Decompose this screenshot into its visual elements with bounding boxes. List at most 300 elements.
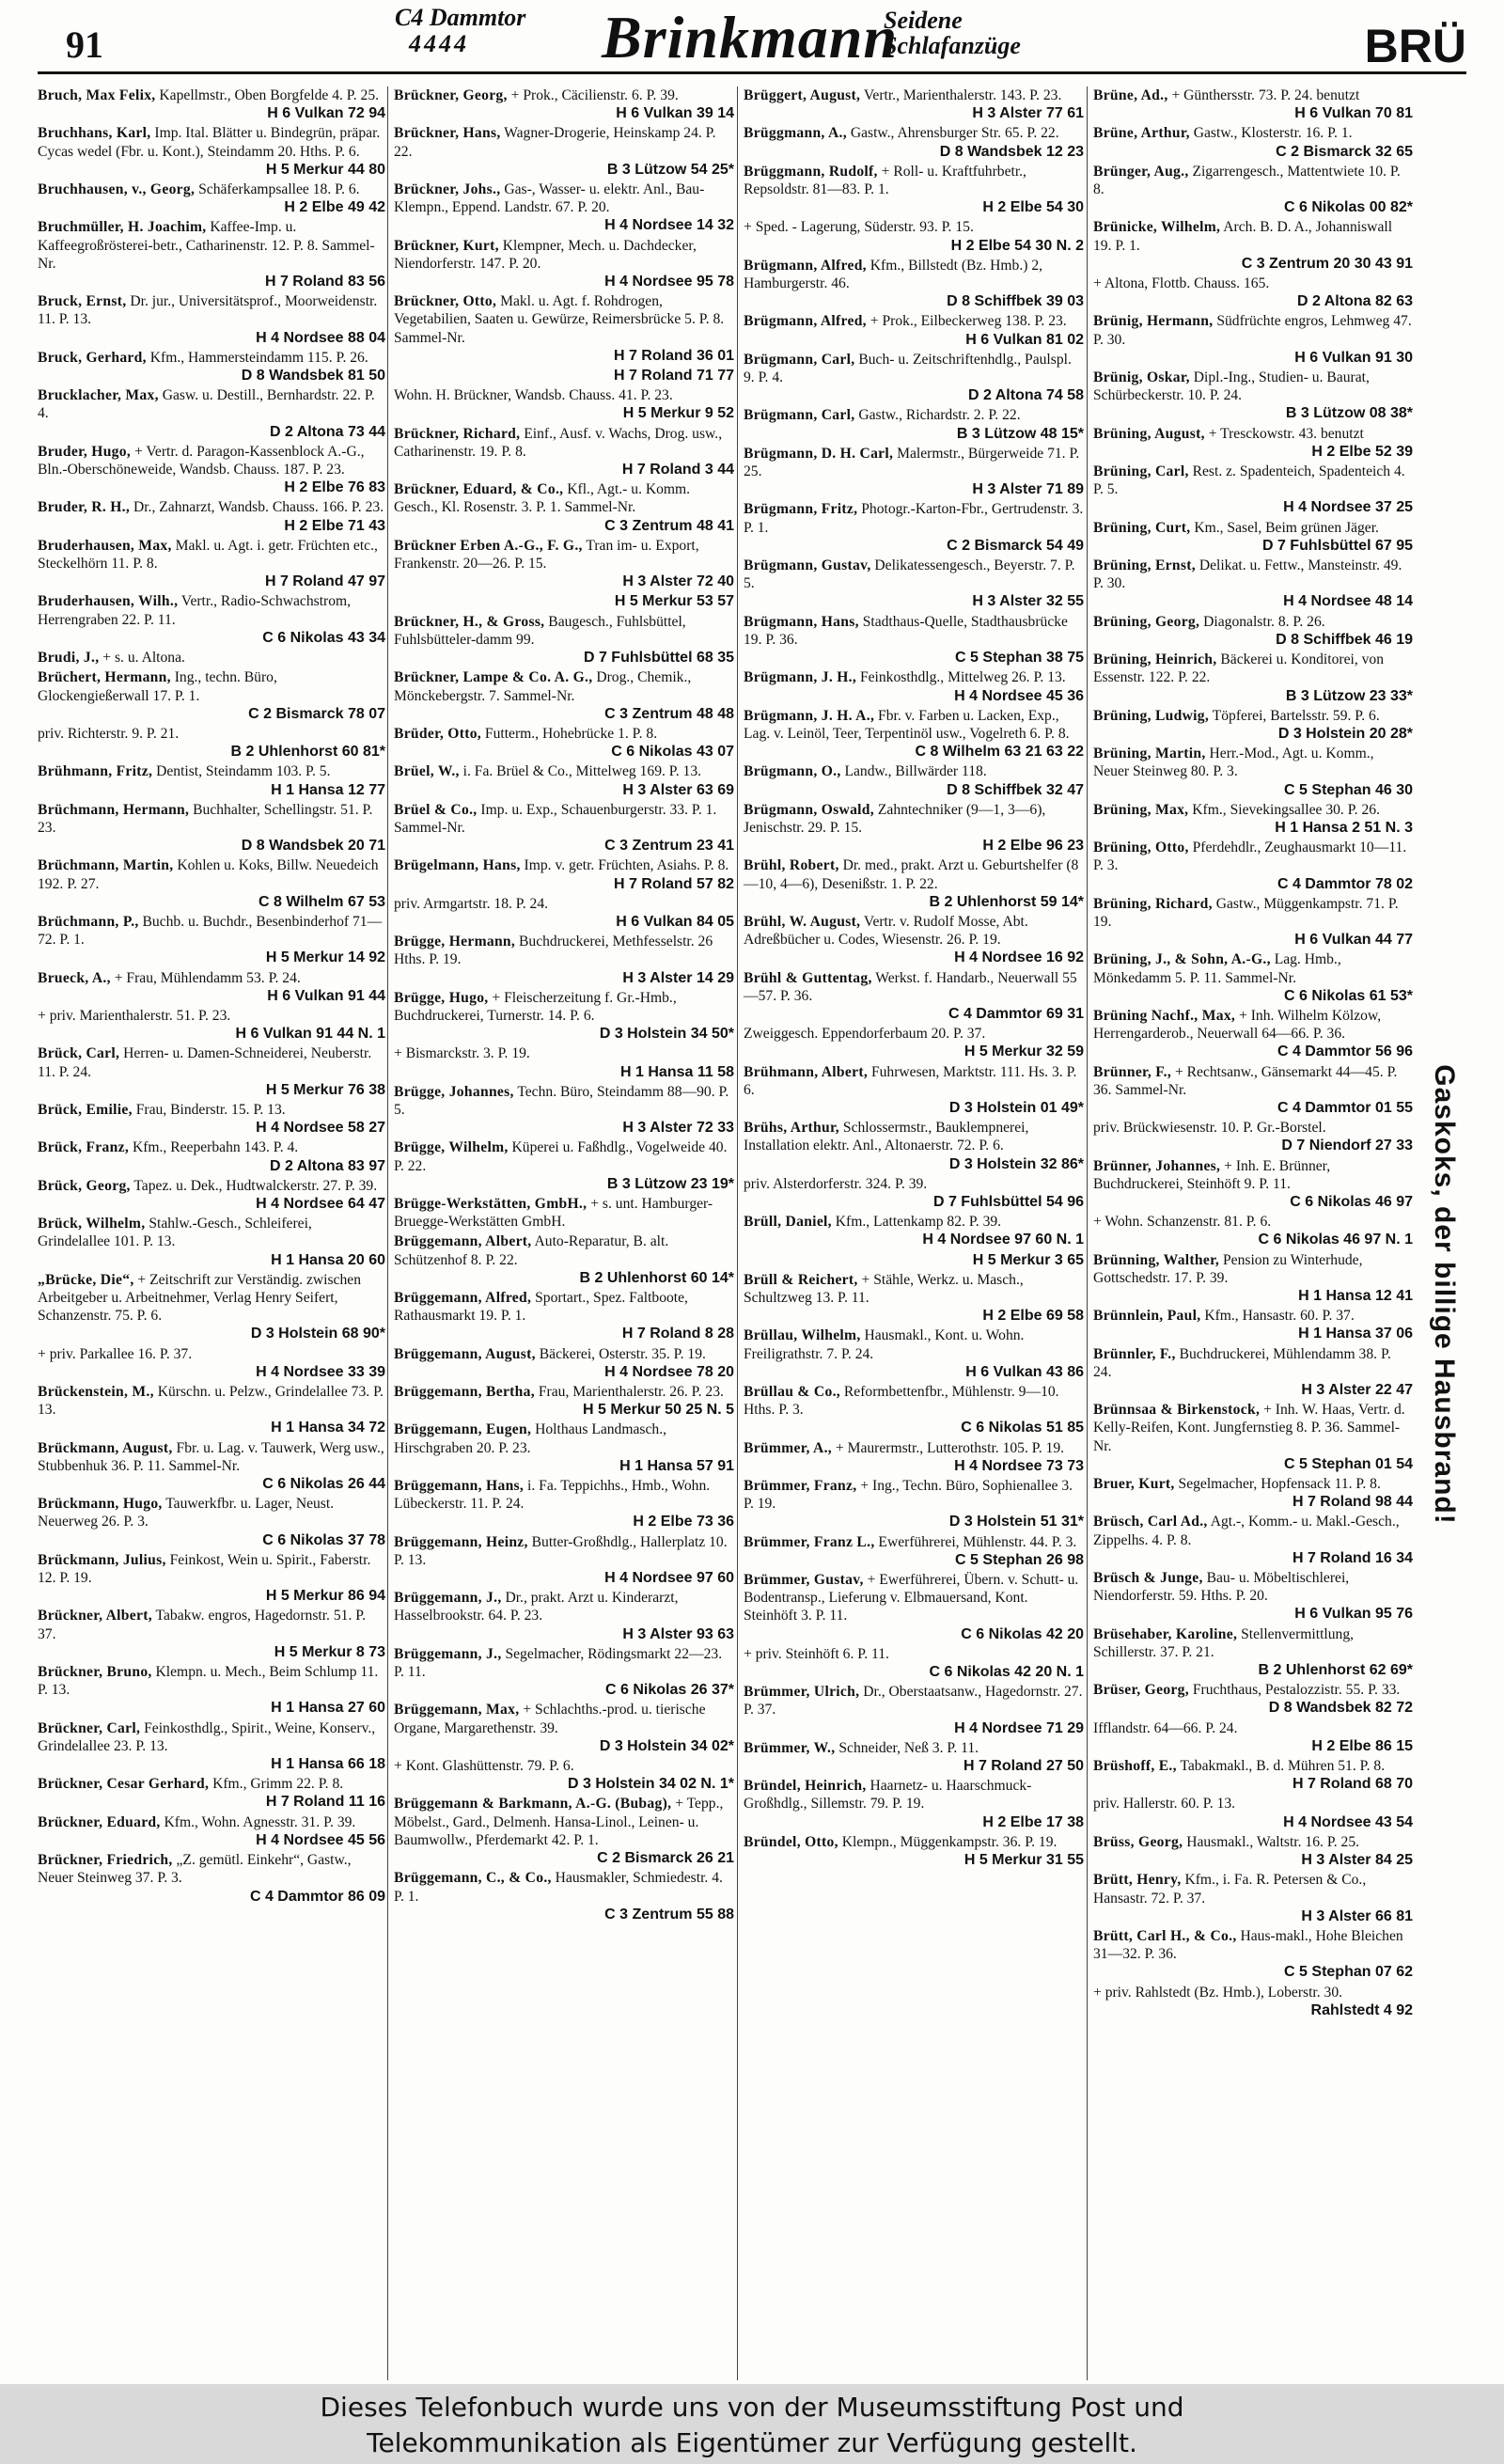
entry-description: Imp. Ital. Blätter u. Bindegrün, präpar. Cycas wedel (Fbr. u. Kont.), Steindamm 20. Hths. P. 6. — [38, 125, 381, 160]
entry-name: Brüggemann, J., — [394, 1645, 502, 1662]
entry-name: Brühl, Robert, — [744, 857, 839, 874]
entry-phone-number: B 2 Uhlenhorst 59 14* — [929, 893, 1084, 910]
entry-name: Brückner, Otto, — [394, 293, 497, 310]
entry-phone-number: H 7 Roland 11 16 — [265, 1794, 385, 1811]
entry-description: Makl. u. Agt. f. Rohdrogen, Vegetabilien, Saaten u. Gewürze, Reimersbrücke 5. P. 8. Sammel-Nr. — [394, 293, 725, 346]
entry-phone-number: H 4 Nordsee 88 04 — [256, 329, 385, 346]
entry-name: Brüggemann, J., — [394, 1590, 502, 1607]
entry-description: Landw., Billwärder 118. — [844, 763, 987, 780]
entry-description: „Z. gemütl. Einkehr“, Gastw., Neuer Steinweg 37. P. 3. — [38, 1852, 352, 1887]
directory-entry — [744, 1833, 1084, 1869]
entry-phone-number: B 3 Lützow 48 15* — [956, 425, 1084, 442]
entry-description: + Prok., Eilbeckerweg 138. P. 23. — [870, 313, 1067, 330]
entry-name: Brügmann, Carl, — [744, 351, 855, 368]
entry-name: Brügmann, Gustav, — [744, 557, 871, 574]
directory-entry — [38, 1007, 385, 1043]
entry-phone-number: C 3 Zentrum 20 30 43 91 — [1241, 255, 1413, 272]
directory-entry — [1093, 1569, 1413, 1624]
entry-description: Gastw., Müggenkampstr. 71. P. 19. — [1093, 895, 1399, 930]
directory-entry — [38, 801, 385, 855]
directory-entry — [394, 989, 734, 1044]
entry-description: priv. Brückwiesenstr. 10. P. Gr.-Borstel. — [1093, 1120, 1326, 1137]
directory-entry — [1093, 801, 1413, 837]
entry-phone-number: H 6 Vulkan 39 14 — [616, 105, 734, 122]
directory-entry — [38, 1719, 385, 1774]
directory-entry — [38, 1813, 385, 1849]
directory-entry — [38, 649, 385, 667]
directory-entry — [1093, 369, 1413, 423]
entry-phone-number: C 4 Dammtor 56 96 — [1277, 1044, 1413, 1060]
entry-description: Dr. jur., Universitätsprof., Moorweidenstr. 11. P. 13. — [38, 293, 378, 328]
entry-name: Brück, Carl, — [38, 1045, 120, 1062]
directory-entry — [744, 969, 1084, 1024]
entry-name: Brüning, Otto, — [1093, 840, 1189, 856]
directory-entry — [1093, 463, 1413, 517]
directory-entry — [744, 1271, 1084, 1326]
entry-phone-number: C 8 Wilhelm 63 21 63 22 — [915, 744, 1084, 761]
directory-entry — [38, 386, 385, 441]
directory-entry — [394, 1232, 734, 1287]
entry-phone-number: H 7 Roland 36 01 — [613, 347, 734, 364]
entry-phone-number: C 6 Nikolas 26 44 — [262, 1476, 385, 1493]
entry-phone-number: H 7 Roland 68 70 — [1292, 1776, 1413, 1793]
directory-entry — [1093, 275, 1413, 310]
entry-description: Delikat. u. Fettw., Mansteinstr. 49. P. 30. — [1093, 557, 1402, 592]
entry-phone-number: H 3 Alster 72 33 — [622, 1120, 734, 1137]
entry-name: Brüning, Ludwig, — [1093, 707, 1210, 724]
directory-entry — [744, 1326, 1084, 1381]
directory-entry — [1093, 1213, 1413, 1248]
entry-name: Brünnler, F., — [1093, 1345, 1176, 1362]
entry-name: Brüning, August, — [1093, 425, 1205, 442]
directory-entry — [744, 557, 1084, 611]
directory-entry — [744, 86, 1084, 122]
entry-name: Bruder, Hugo, — [38, 443, 132, 460]
directory-entry — [744, 1571, 1084, 1643]
entry-phone-number: H 2 Elbe 54 30 — [982, 199, 1084, 216]
entry-description: Hausmakl., Waltstr. 16. P. 25. — [1186, 1833, 1360, 1850]
header-ad-right — [884, 8, 1021, 58]
header-ad-line2: 4444 — [409, 30, 469, 57]
entry-description: Einf., Ausf. v. Wachs, Drog. usw., Catharinenstr. 19. P. 8. — [394, 425, 723, 460]
entry-name: Brügge, Johannes, — [394, 1083, 514, 1100]
entry-name: Brüggemann, Max, — [394, 1702, 520, 1719]
directory-entry — [394, 1477, 734, 1531]
entry-name: Brügmann, J. H., — [744, 669, 857, 686]
entry-phone-number: H 3 Alster 32 55 — [972, 593, 1084, 610]
entry-description: Km., Sasel, Beim grünen Jäger. — [1194, 519, 1379, 536]
entry-description: Vertr., Marienthalerstr. 143. P. 23. — [863, 87, 1062, 103]
entry-description: Zahntechniker (9—1, 3—6), Jenischstr. 29. P. 15. — [744, 801, 1046, 836]
entry-phone-number: H 1 Hansa 11 58 — [620, 1063, 734, 1080]
entry-description: Schlossermstr., Bauklempnerei, Installation elektr. Anl., Altonaerstr. 72. P. 6. — [744, 1120, 1029, 1154]
entry-name: Brüning, Curt, — [1093, 519, 1191, 536]
directory-entry — [744, 257, 1084, 311]
entry-phone-number: H 6 Vulkan 91 30 — [1294, 349, 1413, 366]
entry-description: Werkst. f. Handarb., Neuerwall 55—57. P. 36. — [744, 969, 1077, 1004]
entry-name: Brügge-Werkstätten, GmbH., — [394, 1195, 588, 1212]
entry-description: Bau- u. Möbeltischlerei, Niendorferstr. 59. Hths. P. 20. — [1093, 1570, 1350, 1605]
entry-phone-number: C 3 Zentrum 48 48 — [604, 705, 734, 722]
entry-phone-number: B 3 Lützow 23 33* — [1285, 687, 1413, 704]
directory-entry — [394, 180, 734, 235]
entry-phone-number: H 4 Nordsee 48 14 — [1283, 593, 1413, 610]
directory-entry — [744, 218, 1084, 254]
entry-description: Butter-Großhdlg., Hallerplatz 10. P. 13. — [394, 1533, 728, 1568]
column-2 — [387, 86, 734, 2380]
entry-name: Brühl, W. August, — [744, 913, 861, 930]
entry-name: Bruderhausen, Wilh., — [38, 593, 179, 610]
directory-entry — [1093, 519, 1413, 555]
directory-entry — [1093, 839, 1413, 893]
entry-phone-number: C 6 Nikolas 26 37* — [605, 1682, 734, 1699]
directory-entry — [38, 856, 385, 911]
entry-phone-number: H 6 Vulkan 81 02 — [965, 331, 1084, 348]
entry-description: Tran im- u. Export, Frankenstr. 20—26. P. 15. — [394, 537, 699, 573]
entry-phone-number: B 2 Uhlenhorst 60 14* — [579, 1269, 734, 1286]
directory-entry — [394, 1345, 734, 1381]
entry-phone-number: H 7 Roland 16 34 — [1292, 1549, 1413, 1566]
directory-entry — [38, 1495, 385, 1549]
entry-name: Brüggert, August, — [744, 87, 861, 103]
directory-entry — [394, 1420, 734, 1475]
entry-name: Bründel, Otto, — [744, 1833, 838, 1850]
entry-phone-number: H 6 Vulkan 44 77 — [1294, 932, 1413, 949]
entry-name: Bruer, Kurt, — [1093, 1476, 1175, 1493]
entry-name: Brueck, A., — [38, 969, 111, 986]
entry-name: Brügge, Wilhelm, — [394, 1139, 509, 1156]
entry-name: Brüllau & Co., — [744, 1384, 840, 1401]
entry-phone-number: H 6 Vulkan 91 44 — [267, 987, 385, 1004]
entry-phone-number: C 4 Dammtor 69 31 — [948, 1005, 1084, 1022]
directory-entry — [1093, 1625, 1413, 1680]
directory-entry — [38, 1044, 385, 1099]
entry-description: Stellenvermittlung, Schillerstr. 37. P. 21. — [1093, 1625, 1355, 1660]
entry-phone-number: D 7 Fuhlsbüttel 54 96 — [932, 1193, 1084, 1210]
directory-entry — [744, 1251, 1084, 1269]
entry-description: Schäferkampsallee 18. P. 6. — [198, 181, 360, 198]
entry-description: Kapellmstr., Oben Borgfelde 4. P. 25. — [159, 87, 380, 103]
entry-description: + Tresckowstr. 43. benutzt — [1208, 425, 1364, 442]
directory-entry — [394, 801, 734, 855]
entry-name: Brütt, Henry, — [1093, 1872, 1182, 1889]
entry-description: priv. Richterstr. 9. P. 21. — [38, 725, 180, 742]
directory-entry — [744, 1439, 1084, 1475]
entry-name: Brühmann, Fritz, — [38, 763, 153, 780]
entry-name: Brüsch, Carl Ad., — [1093, 1514, 1208, 1530]
entry-name: Brünnlein, Paul, — [1093, 1308, 1201, 1325]
entry-description: Zigarrengesch., Mattentwiete 10. P. 8. — [1093, 163, 1401, 198]
entry-description: + Roll- u. Kraftfuhrbetr., Repsoldstr. 81—83. P. 1. — [744, 163, 1026, 198]
entry-phone-number: H 4 Nordsee 43 54 — [1283, 1813, 1413, 1830]
entry-name: Brückner, Friedrich, — [38, 1852, 173, 1869]
entry-name: Brüning, Georg, — [1093, 613, 1200, 630]
directory-entry — [744, 1383, 1084, 1437]
entry-name: Brüggemann, Alfred, — [394, 1290, 532, 1306]
directory-entry — [744, 124, 1084, 160]
entry-name: Brümmer, Franz, — [744, 1478, 857, 1495]
entry-phone-number: D 3 Holstein 20 28* — [1277, 725, 1413, 742]
entry-phone-number: H 2 Elbe 86 15 — [1311, 1737, 1413, 1754]
entry-phone-number: H 1 Hansa 34 72 — [271, 1420, 385, 1436]
footer-line2: Telekommunikation als Eigentümer zur Verfügung gestellt. — [367, 2427, 1137, 2458]
entry-description: Buchdruckerei, Mühlendamm 38. P. 24. — [1093, 1345, 1391, 1380]
directory-entry — [394, 1869, 734, 1923]
entry-phone-number: H 7 Roland 83 56 — [264, 274, 385, 290]
entry-description: Kohlen u. Koks, Billw. Neuedeich 192. P. 27. — [38, 857, 379, 892]
directory-entry — [38, 1383, 385, 1437]
entry-phone-number: H 7 Roland 27 50 — [963, 1758, 1084, 1775]
footer-notice — [0, 2384, 1504, 2464]
entry-name: Brüne, Ad., — [1093, 87, 1168, 103]
entry-phone-number: H 2 Elbe 73 36 — [633, 1514, 734, 1530]
entry-name: Brümmer, W., — [744, 1739, 836, 1756]
entry-description: Stadthaus-Quelle, Stadthausbrücke 19. P. 36. — [744, 613, 1068, 648]
entry-name: Bruchmüller, H. Joachim, — [38, 219, 207, 236]
entry-phone-number: H 3 Alster 66 81 — [1301, 1907, 1413, 1924]
directory-entry — [394, 386, 734, 422]
entry-description: Herr.-Mod., Agt. u. Komm., Neuer Steinweg 80. P. 3. — [1093, 745, 1374, 780]
entry-phone-number: C 3 Zentrum 55 88 — [604, 1906, 734, 1923]
entry-description: + Inh. E. Brünner, Buchdruckerei, Steinhöft 9. P. 11. — [1093, 1157, 1331, 1192]
entry-name: Brüning, Martin, — [1093, 745, 1206, 762]
entry-description: + priv. Marienthalerstr. 51. P. 23. — [38, 1007, 231, 1024]
directory-entry — [394, 1044, 734, 1080]
entry-phone-number: H 2 Elbe 71 43 — [284, 517, 385, 534]
entry-name: Brückner, Hans, — [394, 125, 501, 142]
entry-phone-number: H 7 Roland 98 44 — [1292, 1494, 1413, 1511]
entry-phone-number: C 6 Nikolas 46 97 — [1290, 1193, 1413, 1210]
entry-name: Brückner, Kurt, — [394, 237, 499, 254]
directory-entry — [394, 1589, 734, 1643]
entry-name: Brügmann, J. H. A., — [744, 707, 875, 724]
entry-name: Brüggemann, Bertha, — [394, 1384, 535, 1401]
entry-description: Buchhalter, Schellingstr. 51. P. 23. — [38, 801, 373, 836]
entry-phone-number: D 3 Holstein 34 02 N. 1* — [568, 1776, 734, 1793]
entry-name: Brühs, Arthur, — [744, 1120, 839, 1137]
entry-name: Brückner, Georg, — [394, 87, 508, 103]
entry-phone-number: C 5 Stephan 01 54 — [1284, 1455, 1413, 1472]
entry-phone-number: H 6 Vulkan 95 76 — [1294, 1606, 1413, 1623]
entry-phone-number: H 6 Vulkan 91 44 N. 1 — [235, 1026, 385, 1043]
entry-description: Makl. u. Agt. i. getr. Früchten etc., Steckelhörn 11. P. 8. — [38, 537, 378, 573]
entry-phone-number: D 3 Holstein 01 49* — [948, 1099, 1084, 1116]
directory-entry — [744, 668, 1084, 704]
entry-phone-number: C 3 Zentrum 23 41 — [604, 838, 734, 855]
entry-description: i. Fa. Brüel & Co., Mittelweg 169. P. 13. — [462, 763, 702, 780]
directory-entry — [744, 801, 1084, 855]
entry-name: Brühmann, Albert, — [744, 1063, 869, 1080]
entry-description: Kürschn. u. Pelzw., Grindelallee 73. P. 13. — [38, 1384, 384, 1419]
directory-entry — [394, 856, 734, 892]
entry-description: Schneider, Neß 3. P. 11. — [838, 1739, 979, 1756]
entry-name: Brüning, Richard, — [1093, 895, 1213, 912]
entry-name: Brückmann, Hugo, — [38, 1496, 163, 1513]
entry-description: Delikatessengesch., Beyerstr. 7. P. 5. — [744, 557, 1075, 592]
directory-entry — [1093, 895, 1413, 950]
directory-entry — [38, 1215, 385, 1269]
entry-description: Ewerführerei, Mühlenstr. 44. P. 3. — [878, 1533, 1077, 1550]
entry-description: Kfl., Agt.- u. Komm. Gesch., Kl. Rosenstr. 3. P. 1. Sammel-Nr. — [394, 481, 691, 516]
entry-phone-number: H 4 Nordsee 45 36 — [954, 687, 1084, 704]
directory-entry — [1093, 218, 1413, 273]
entry-name: Brüggmann, Rudolf, — [744, 163, 878, 180]
directory-entry — [38, 1271, 385, 1343]
entry-description: Frau, Binderstr. 15. P. 13. — [135, 1101, 286, 1118]
entry-description: Buchb. u. Buchdr., Besenbinderhof 71—72. P. 1. — [38, 913, 383, 949]
entry-phone-number: C 5 Stephan 26 98 — [955, 1551, 1084, 1568]
entry-phone-number: D 7 Fuhlsbüttel 67 95 — [1261, 537, 1413, 554]
directory-entry — [38, 592, 385, 647]
directory-entry — [394, 425, 734, 479]
entry-phone-number: H 3 Alster 63 69 — [622, 781, 734, 798]
entry-description: + Ewerführerei, Übern. v. Schutt- u. Bodentransp., Lieferung v. Elbmauersand, Kont. Steinhöft 3. P. 11. — [744, 1572, 1079, 1624]
entry-phone-number: C 6 Nikolas 43 07 — [611, 744, 734, 761]
directory-entry — [744, 163, 1084, 217]
entry-name: Bründel, Heinrich, — [744, 1778, 867, 1795]
entry-phone-number: H 5 Merkur 76 38 — [265, 1081, 385, 1098]
entry-name: Brüggemann, Heinz, — [394, 1533, 528, 1550]
directory-entry — [744, 406, 1084, 442]
directory-entry — [744, 1175, 1084, 1211]
entry-description: Sportart., Spez. Faltboote, Rathausmarkt 19. P. 1. — [394, 1290, 688, 1325]
entry-name: Brüggemann, Albert, — [394, 1233, 532, 1250]
directory-entry — [744, 1533, 1084, 1569]
entry-description: Vertr., Radio-Schwachstrom, Herrengraben 22. P. 11. — [38, 593, 352, 628]
entry-phone-number: C 6 Nikolas 61 53* — [1284, 987, 1413, 1004]
directory-entry — [394, 725, 734, 761]
entry-description: Pferdehdlr., Zeughausmarkt 10—11. P. 3. — [1093, 840, 1407, 874]
entry-phone-number: H 4 Nordsee 97 60 — [604, 1570, 734, 1587]
entry-phone-number: D 2 Altona 83 97 — [269, 1157, 385, 1174]
entry-phone-number: C 2 Bismarck 78 07 — [248, 705, 385, 722]
entry-description: Fuhrwesen, Marktstr. 111. Hs. 3. P. 6. — [744, 1063, 1077, 1098]
entry-phone-number: B 3 Lützow 08 38* — [1285, 405, 1413, 422]
entry-description: Feinkosthdlg., Mittelweg 26. P. 13. — [859, 669, 1066, 686]
entry-name: Brüchmann, Hermann, — [38, 801, 190, 818]
index-word: BRÜ — [1364, 20, 1466, 72]
entry-description: Tabakmakl., B. d. Mühren 51. P. 8. — [1180, 1758, 1386, 1775]
entry-description: Klempn., Müggenkampstr. 36. P. 19. — [841, 1833, 1058, 1850]
entry-name: Brüser, Georg, — [1093, 1682, 1189, 1699]
entry-phone-number: H 7 Roland 57 82 — [613, 875, 734, 892]
column-3 — [737, 86, 1084, 2380]
entry-description: + Fleischerzeitung f. Gr.-Hmb., Buchdruckerei, Turnerstr. 14. P. 6. — [394, 989, 677, 1024]
entry-description: + priv. Parkallee 16. P. 37. — [38, 1345, 193, 1362]
entry-phone-number: C 4 Dammtor 86 09 — [249, 1888, 385, 1905]
entry-description: Fruchthaus, Pestalozzistr. 55. P. 33. — [1192, 1682, 1401, 1699]
entry-name: Brück, Franz, — [38, 1139, 130, 1156]
directory-entry — [394, 480, 734, 535]
entry-description: i. Fa. Teppichhs., Hmb., Wohn. Lübeckerstr. 11. P. 24. — [394, 1478, 711, 1513]
entry-description: Arch. B. D. A., Johanniswall 19. P. 1. — [1093, 219, 1393, 254]
directory-entry — [1093, 312, 1413, 367]
entry-description: Ing., techn. Büro, Glockengießerwall 17. P. 1. — [38, 669, 277, 704]
entry-phone-number: H 5 Merkur 32 59 — [964, 1044, 1084, 1060]
entry-phone-number: Rahlstedt 4 92 — [1310, 2001, 1413, 2018]
directory-entry — [394, 592, 734, 610]
entry-phone-number: C 2 Bismarck 32 65 — [1276, 143, 1413, 160]
entry-name: Brückmann, Julius, — [38, 1551, 166, 1568]
entry-name: Bruchhausen, v., Georg, — [38, 181, 196, 198]
entry-name: Brüggemann, Hans, — [394, 1478, 525, 1495]
entry-description: Holthaus Landmasch., Hirschgraben 20. P. 23. — [394, 1421, 666, 1456]
entry-phone-number: H 7 Roland 3 44 — [621, 462, 734, 479]
footer-line1: Dieses Telefonbuch wurde uns von der Museumsstiftung Post und — [320, 2392, 1184, 2423]
entry-phone-number: H 3 Alster 22 47 — [1301, 1382, 1413, 1399]
entry-description: Kfm., Grimm 22. P. 8. — [212, 1776, 344, 1793]
directory-entry — [1093, 745, 1413, 799]
directory-entry — [744, 1477, 1084, 1531]
entry-phone-number: D 8 Schiffbek 39 03 — [947, 293, 1084, 310]
directory-entry — [394, 1757, 734, 1793]
directory-entry — [1093, 1681, 1413, 1717]
header-ad-line1: C4 Dammtor — [395, 4, 526, 31]
entry-description: Segelmacher, Hopfensack 11. P. 8. — [1178, 1476, 1381, 1493]
entry-phone-number: D 8 Wandsbek 12 23 — [939, 143, 1084, 160]
entry-phone-number: B 2 Uhlenhorst 62 69* — [1258, 1662, 1413, 1679]
entry-description: Hausmakl., Kont. u. Wohn. Freiligrathstr. 7. P. 24. — [744, 1327, 1025, 1362]
entry-description: Photogr.-Karton-Fbr., Gertrudenstr. 3. P. 1. — [744, 501, 1084, 536]
directory-entry — [394, 1383, 734, 1419]
entry-phone-number: D 8 Wandsbek 81 50 — [241, 368, 385, 385]
directory-entry — [394, 537, 734, 591]
directory-entry — [38, 1851, 385, 1906]
directory-entry — [1093, 1719, 1413, 1755]
entry-description: Klempner, Mech. u. Dachdecker, Niendorferstr. 147. P. 20. — [394, 237, 697, 272]
entry-phone-number: H 2 Elbe 96 23 — [982, 838, 1084, 855]
directory-entry — [394, 1533, 734, 1588]
entry-description: Imp. v. getr. Früchten, Asiahs. P. 8. — [524, 857, 729, 874]
entry-phone-number: H 1 Hansa 12 77 — [271, 781, 385, 798]
entry-phone-number: H 5 Merkur 50 25 N. 5 — [583, 1402, 734, 1419]
entry-description: Baugesch., Fuhlsbüttel, Fuhlsbütteler-damm 99. — [394, 613, 686, 648]
entry-description: Feinkost, Wein u. Spirit., Faberstr. 12. P. 19. — [38, 1551, 371, 1587]
entry-phone-number: D 3 Holstein 68 90* — [250, 1326, 385, 1342]
entry-name: Brüning, Carl, — [1093, 463, 1189, 480]
entry-name: Brügge, Hugo, — [394, 989, 489, 1006]
directory-entry — [394, 237, 734, 291]
entry-name: Brühl & Guttentag, — [744, 969, 872, 986]
directory-entry — [394, 1083, 734, 1138]
entry-phone-number: H 1 Hansa 20 60 — [271, 1251, 385, 1268]
entry-phone-number: H 4 Nordsee 33 39 — [256, 1363, 385, 1380]
entry-description: + Günthersstr. 73. P. 24. benutzt — [1171, 87, 1360, 103]
directory-entry — [1093, 1833, 1413, 1869]
entry-phone-number: H 1 Hansa 27 60 — [271, 1700, 385, 1717]
entry-name: Brügmann, Hans, — [744, 613, 859, 630]
entry-phone-number: C 5 Stephan 46 30 — [1284, 781, 1413, 798]
header-brand-logo: Brinkmann — [602, 4, 898, 71]
entry-description: + Rechtsanw., Gänsemarkt 44—45. P. 36. Sammel-Nr. — [1093, 1063, 1398, 1098]
entry-description: + Tepp., Möbelst., Gard., Delmenh. Hansa-Linol., Leinen- u. Baumwollw., Pferdemarkt 42. P. 1. — [394, 1796, 724, 1848]
entry-name: Brügmann, D. H. Carl, — [744, 445, 894, 462]
directory-entry — [38, 180, 385, 216]
entry-description: Gasw. u. Destill., Bernhardstr. 22. P. 4. — [38, 387, 375, 422]
directory-entry — [394, 1195, 734, 1231]
entry-name: Brüning, Ernst, — [1093, 557, 1196, 574]
entry-description: Herren- u. Damen-Schneiderei, Neuberstr. 11. P. 24. — [38, 1045, 372, 1080]
entry-description: + Maurermstr., Lutterothstr. 105. P. 19. — [835, 1439, 1065, 1456]
directory-entry — [1093, 1401, 1413, 1473]
entry-description: Wohn. H. Brückner, Wandsb. Chauss. 41. P. 23. — [394, 387, 673, 404]
entry-name: Brüggmann, A., — [744, 125, 847, 142]
entry-description: + priv. Rahlstedt (Bz. Hmb.), Loberstr. 30. — [1093, 1984, 1343, 2001]
entry-name: Brückmann, August, — [38, 1439, 173, 1456]
entry-description: Dr. med., prakt. Arzt u. Geburtshelfer (8—10, 4—6), Desenißstr. 1. P. 22. — [744, 857, 1079, 892]
entry-phone-number: D 3 Holstein 34 02* — [599, 1737, 734, 1754]
directory-entry — [1093, 707, 1413, 743]
